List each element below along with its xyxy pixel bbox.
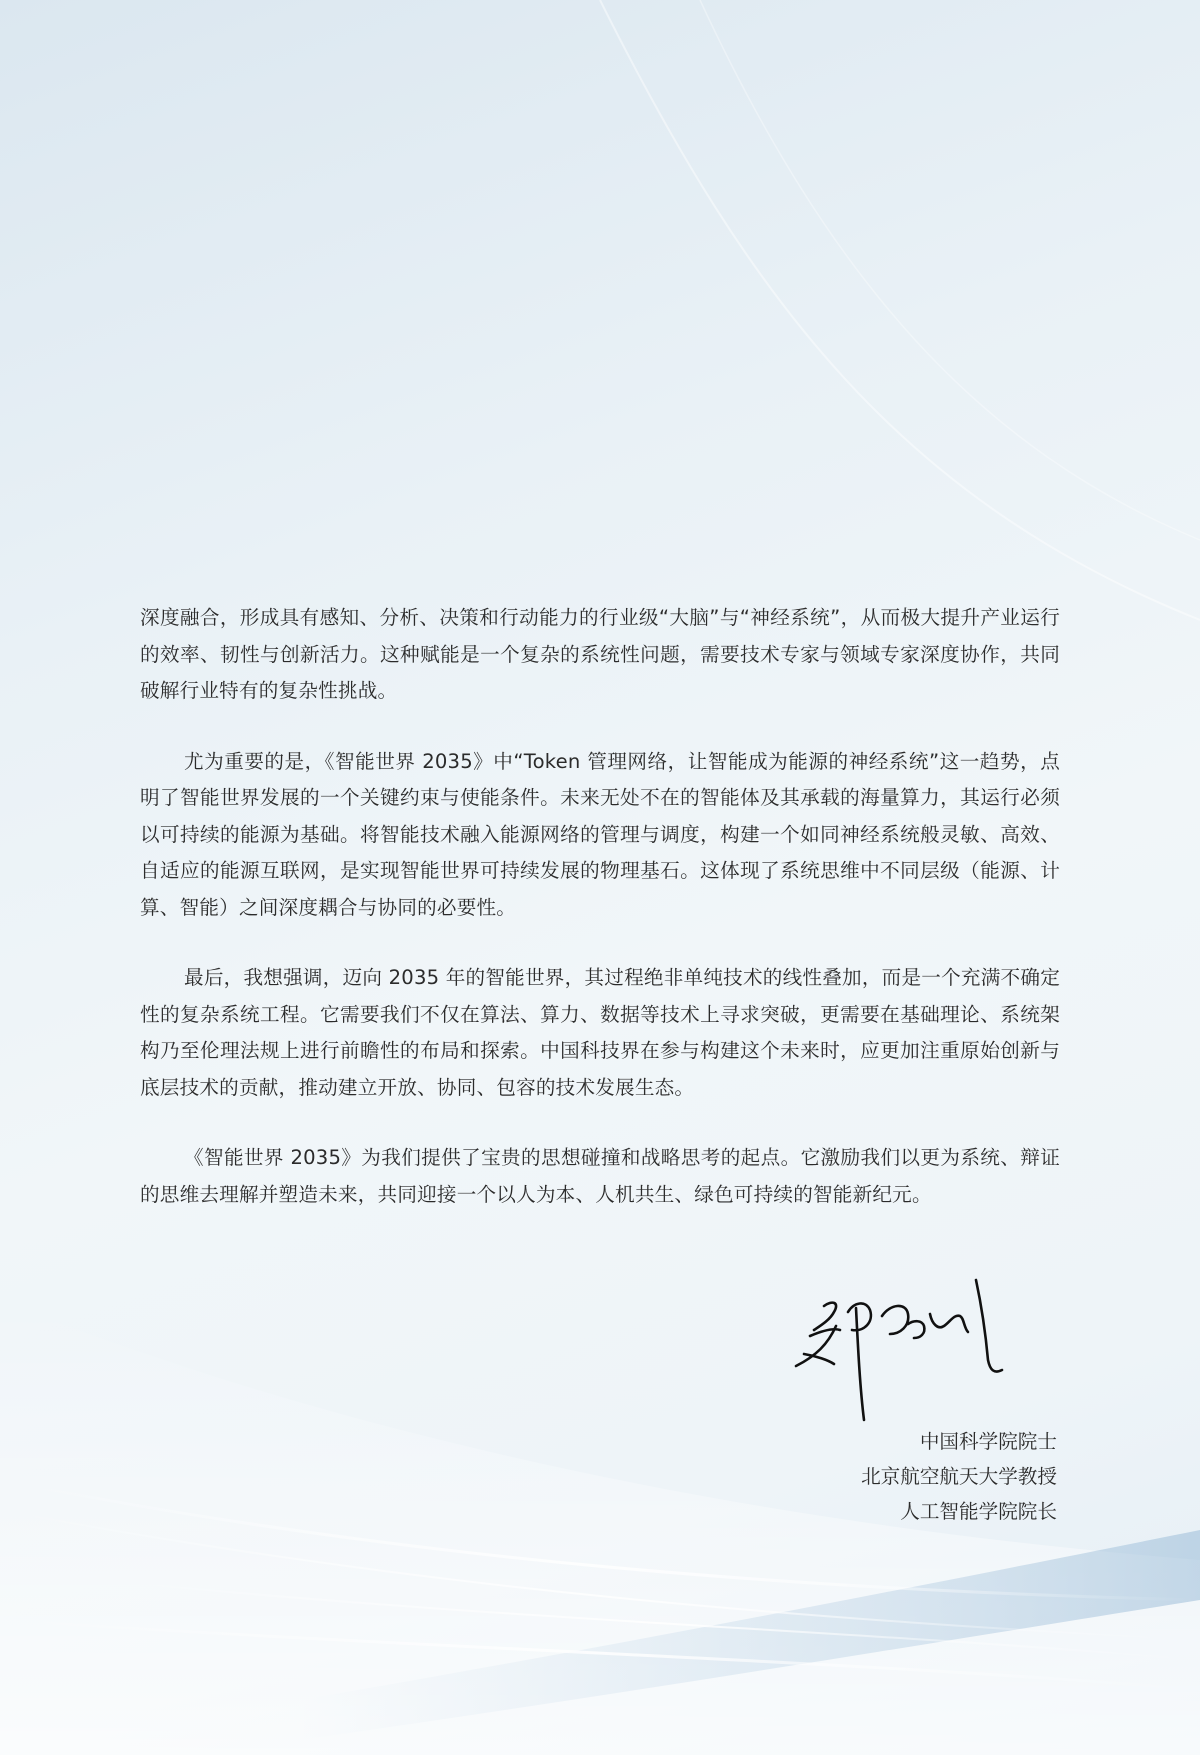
author-title-academician: 中国科学院院士 [919, 1430, 1057, 1453]
handwritten-signature [790, 1268, 1020, 1428]
author-titles [861, 1424, 1057, 1529]
author-title-dean: 人工智能学院院长 [900, 1500, 1057, 1523]
paragraph-4: 《智能世界 2035》为我们提供了宝贵的思想碰撞和战略思考的起点。它激励我们以更为系统、辩证的思维去理解并塑造未来，共同迎接一个以人为本、人机共生、绿色可持续的智能新纪元。 [140, 1146, 1060, 1206]
paragraph-1: 深度融合，形成具有感知、分析、决策和行动能力的行业级“大脑”与“神经系统”，从而极大提升产业运行的效率、韧性与创新活力。这种赋能是一个复杂的系统性问题，需要技术专家与领域专家深度协作，共同破解行业特有的复杂性挑战。 [140, 606, 1060, 702]
author-title-professor: 北京航空航天大学教授 [861, 1465, 1057, 1488]
body-text [140, 600, 1060, 1247]
paragraph-2: 尤为重要的是，《智能世界 2035》中“Token 管理网络，让智能成为能源的神经系统”这一趋势，点明了智能世界发展的一个关键约束与使能条件。未来无处不在的智能体及其承载的海量算力，其运行必须以可持续的能源为基础。将智能技术融入能源网络的管理与调度，构建一个如同神经系统般灵敏、高效、自适应的能源互联网，是实现智能世界可持续发展的物理基石。这体现了系统思维中不同层级（能源、计算、智能）之间深度耦合与协同的必要性。 [140, 749, 1060, 919]
paragraph-3: 最后，我想强调，迈向 2035 年的智能世界，其过程绝非单纯技术的线性叠加，而是一个充满不确定性的复杂系统工程。它需要我们不仅在算法、算力、数据等技术上寻求突破，更需要在基础理论、系统架构乃至伦理法规上进行前瞻性的布局和探索。中国科技界在参与构建这个未来时，应更加注重原始创新与底层技术的贡献，推动建立开放、协同、包容的技术发展生态。 [140, 966, 1060, 1099]
